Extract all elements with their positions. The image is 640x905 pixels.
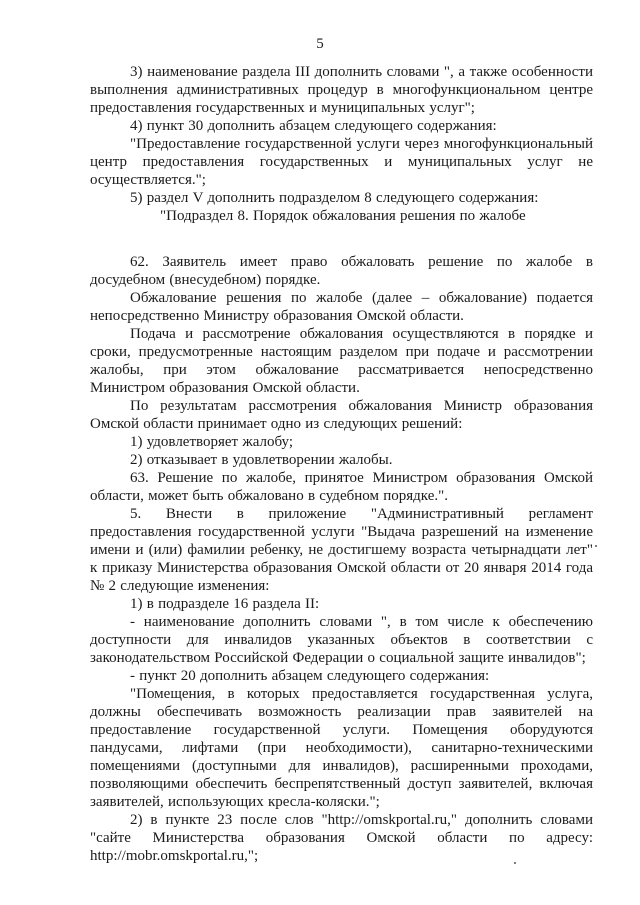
list-item-subsection-16: 1) в подразделе 16 раздела II: — [130, 596, 320, 612]
page-number: 5 — [316, 36, 324, 52]
quoted-text-item-4: "Предоставление государственной услуги через многофункциональный центр предоставления государственных и муниципальных услуг не осуществляется."; — [90, 136, 593, 188]
list-item-point-23: 2) в пункте 23 после слов "http://omskportal.ru," дополнить словами "сайте Министерства образования Омской области по адресу: http://mobr.omskportal.ru,"; — [90, 812, 593, 864]
paragraph-item-5: 5) раздел V дополнить подразделом 8 следующего содержания: — [130, 190, 539, 206]
paragraph-item-4: 4) пункт 30 дополнить абзацем следующего содержания: — [130, 118, 497, 134]
list-item-name-addition: - наименование дополнить словами ", в том числе к обеспечению доступности для инвалидов указанных объектов в соответствии с законодательством Российской Федерации о социальной защите инвалидов"; — [90, 614, 593, 666]
paragraph-appeal-results: По результатам рассмотрения обжалования Министр образования Омской области принимает одно из следующих решений: — [90, 398, 593, 432]
list-item-decision-1: 1) удовлетворяет жалобу; — [130, 434, 294, 450]
list-item-decision-2: 2) отказывает в удовлетворении жалобы. — [130, 452, 393, 468]
paragraph-63: 63. Решение по жалобе, принятое Министром образования Омской области, может быть обжаловано в судебном порядке.". — [90, 470, 593, 504]
paragraph-62: 62. Заявитель имеет право обжаловать решение по жалобе в досудебном (внесудебном) порядке. — [90, 254, 593, 288]
scan-speck — [514, 862, 516, 864]
subsection-heading: "Подраздел 8. Порядок обжалования решения по жалобе — [160, 208, 526, 224]
paragraph-appeal-submission: Обжалование решения по жалобе (далее – обжалование) подается непосредственно Министру образования Омской области. — [90, 290, 593, 324]
document-body — [90, 63, 593, 865]
paragraph-section-5: 5. Внести в приложение "Административный регламент предоставления государственной услуги "Выдача разрешений на изменение имени и (или) фамилии ребенку, не достигшему возраста четырнадцати лет" к приказу Министерства образования Омской области от 20 января 2014 года № 2 следующие изменения: — [90, 506, 593, 594]
paragraph-appeal-procedure: Подача и рассмотрение обжалования осуществляются в порядке и сроки, предусмотренные настоящим разделом при подаче и рассмотрении жалобы, при этом обжалование рассматривается непосредственно Министром образования Омской области. — [90, 326, 593, 396]
quoted-text-premises: "Помещения, в которых предоставляется государственная услуга, должны обеспечивать возможность реализации прав заявителей на предоставление государственной услуги. Помещения оборудуются пандусами, лифтами (при необходимости), санитарно-техническими помещениями (доступными для инвалидов), расширенными проходами, позволяющими обеспечить беспрепятственный доступ заявителей, включая заявителей, использующих кресла-коляски."; — [90, 686, 593, 810]
scan-speck — [595, 545, 597, 547]
paragraph-item-3: 3) наименование раздела III дополнить словами ", а также особенности выполнения административных процедур в многофункциональном центре предоставления государственных и муниципальных услуг"; — [90, 64, 593, 116]
list-item-point-20: - пункт 20 дополнить абзацем следующего содержания: — [130, 668, 490, 684]
